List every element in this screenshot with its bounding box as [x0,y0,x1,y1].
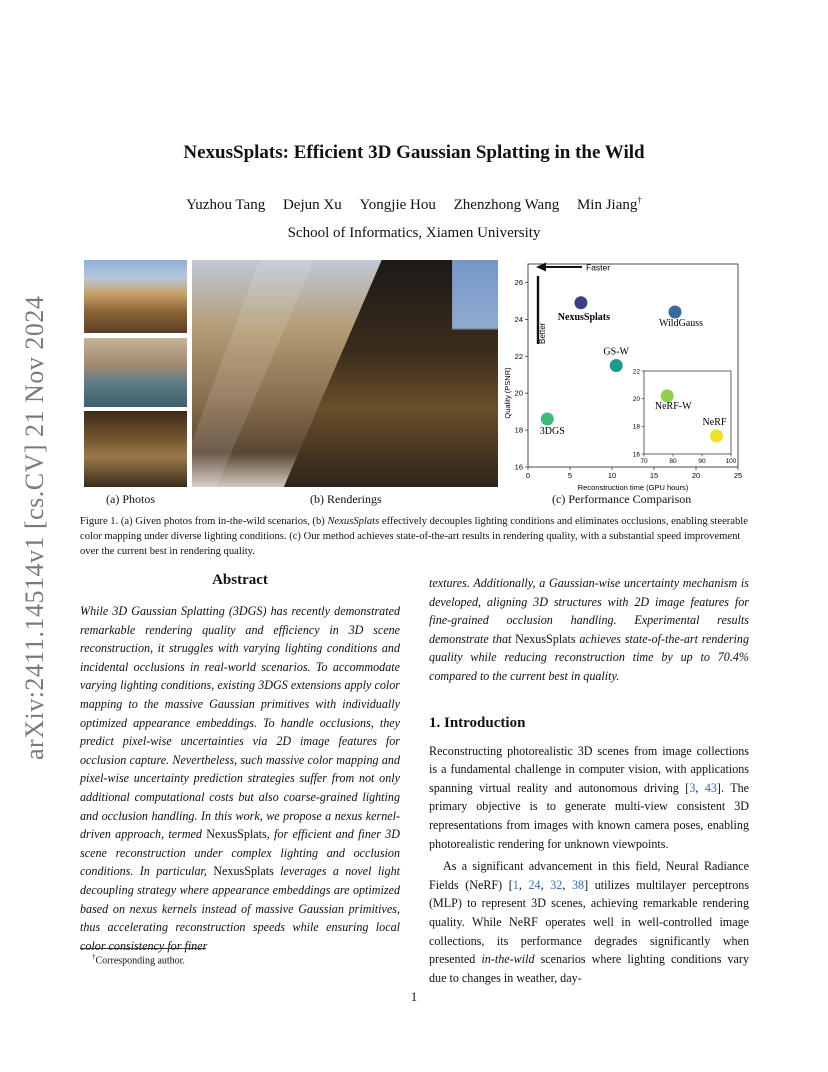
photo-fountain-night [84,411,187,487]
author: Min Jiang† [576,195,642,213]
author: Zhenzhong Wang [453,197,560,213]
inset-y-tick-label: 20 [632,395,640,403]
faster-annotation: Faster [586,262,611,273]
author-list [0,195,828,214]
abstract-continued: textures. Additionally, a Gaussian-wise uncertainty mechanism is developed, aligning 3D structures with 2D image features for fine-grained occlusion handling. Experimental results demonstrate that NexusSplats achieves state-of-the-art rendering quality while reducing reconstruction time by up to 70.4% compared to the current best in quality. [429,576,749,683]
inset-x-tick-label: 80 [669,458,677,465]
y-axis-label: Quality (PSNR) [503,367,512,419]
x-tick-label: 15 [649,471,659,480]
inset-x-tick-label: 70 [640,458,648,465]
citation-link[interactable]: 32 [550,877,563,892]
inset-y-tick-label: 18 [632,423,640,431]
better-annotation: Better [538,322,547,344]
performance-chart [498,258,746,494]
author: Dejun Xu [282,197,342,213]
author: Yongjie Hou [359,197,436,213]
citation-link[interactable]: 1 [512,877,519,892]
point-nerf [710,430,723,443]
inset-x-tick-label: 100 [725,458,737,465]
figure-caption: Figure 1. (a) Given photos from in-the-wild scenarios, (b) NexusSplats effectively decouples lighting conditions and eliminates occlusions, enabling steerable color mapping under diverse lighting conditions. (c) Our method achieves state-of-the-art results in rendering quality, with a substantial speed improvement over the current best in rendering quality. [80,516,748,557]
subcaption-performance: (c) Performance Comparison [552,492,692,506]
point-label-nexussplats: NexusSplats [557,311,611,323]
subcaption-renderings: (b) Renderings [310,492,382,506]
y-tick-label: 24 [514,314,523,324]
intro-paragraph-2: As a significant advancement in this field, Neural Radiance Fields (NeRF) [1, 24, 32, 38] utilizes multilayer perceptrons (MLP) to represent 3D scenes, achieving remarkable rendering quality. While NeRF operates well in well-controlled image collections, its performance degrades significantly when presented in-the-wild scenarios where lighting conditions vary due to changes in weather, day- [429,859,750,985]
inset-x-tick-label: 90 [698,458,706,465]
citation-link[interactable]: 3 [689,780,696,795]
inset-y-tick-label: 16 [632,451,640,459]
point-nexussplats [574,296,587,309]
affiliation: School of Informatics, Xiamen University [287,225,541,241]
y-tick-label: 20 [514,388,523,398]
point-gs-w [610,359,623,372]
subcaption-photos: (a) Photos [106,492,155,506]
citation-link[interactable]: 24 [528,877,541,892]
y-tick-label: 26 [514,277,523,287]
inset-y-tick-label: 22 [632,368,640,376]
point-wildgauss [669,305,682,318]
rendering-image [192,260,498,487]
paper-title: NexusSplats: Efficient 3D Gaussian Splatting in the Wild [183,142,645,163]
left-column [80,568,400,955]
x-tick-label: 10 [607,471,617,480]
point-label-nerf: NeRF [702,417,727,429]
x-axis-label: Reconstruction time (GPU hours) [577,483,689,492]
introduction-heading: 1. Introduction [429,714,526,731]
abstract-text: While 3D Gaussian Splatting (3DGS) has recently demonstrated remarkable rendering quality and efficiency in 3D scene reconstruction, it struggles with varying lighting conditions and incidental occlusions in real-world scenarios. To accommodate varying lighting conditions, existing 3DGS extensions apply color mapping to the massive Gaussian primitives with individually optimized appearance embeddings. To handle occlusions, they predict pixel-wise uncertainties via 2D image features for occlusion capture. Nevertheless, such massive color mapping and pixel-wise uncertainty prediction strategies suffer from not only additional computational costs but also coarse-grained lighting and occlusion handling. In this work, we propose a nexus kernel-driven approach, termed NexusSplats, for efficient and finer 3D scene reconstruction under complex lighting and occlusion conditions. In particular, NexusSplats leverages a novel light decoupling strategy where appearance embeddings are optimized based on nexus kernels instead of massive Gaussian primitives, thus accelerating reconstruction speeds while ensuring local color consistency for finer [80,604,400,953]
photo-fountain-crowd [84,338,187,407]
y-tick-label: 18 [514,425,523,435]
citation-link[interactable]: 38 [572,877,585,892]
abstract-heading: Abstract [212,572,268,588]
point-3dgs [541,413,554,426]
point-label-gs-w: GS-W [603,346,629,358]
y-tick-label: 22 [514,351,523,361]
x-tick-label: 5 [567,471,573,480]
point-label-3dgs: 3DGS [539,426,565,438]
x-tick-label: 25 [733,471,743,480]
citation-link[interactable]: 43 [704,780,717,795]
x-tick-label: 20 [691,471,701,480]
point-label-nerf-w: NeRF-W [654,400,692,412]
y-tick-label: 16 [514,462,523,472]
point-label-wildgauss: WildGauss [658,317,704,329]
footnote-rule [80,948,206,949]
right-column [429,568,749,987]
dagger-mark: † [637,195,642,205]
photo-fountain-day [84,260,187,333]
author: Yuzhou Tang [186,197,266,213]
footnote: †Corresponding author. [92,953,185,967]
intro-paragraph-1: Reconstructing photorealistic 3D scenes from image collections is a fundamental challenge in computer vision, with applications spanning virtual reality and autonomous driving [3, 43]. The primary objective is to generate multi-view consistent 3D representations from images with known camera poses, enabling photorealistic rendering for unknown viewpoints. [429,743,749,851]
x-tick-label: 0 [525,471,531,480]
arxiv-stamp: arXiv:2411.14514v1 [cs.CV] 21 Nov 2024 [20,295,49,760]
page-number: 1 [410,990,418,1004]
